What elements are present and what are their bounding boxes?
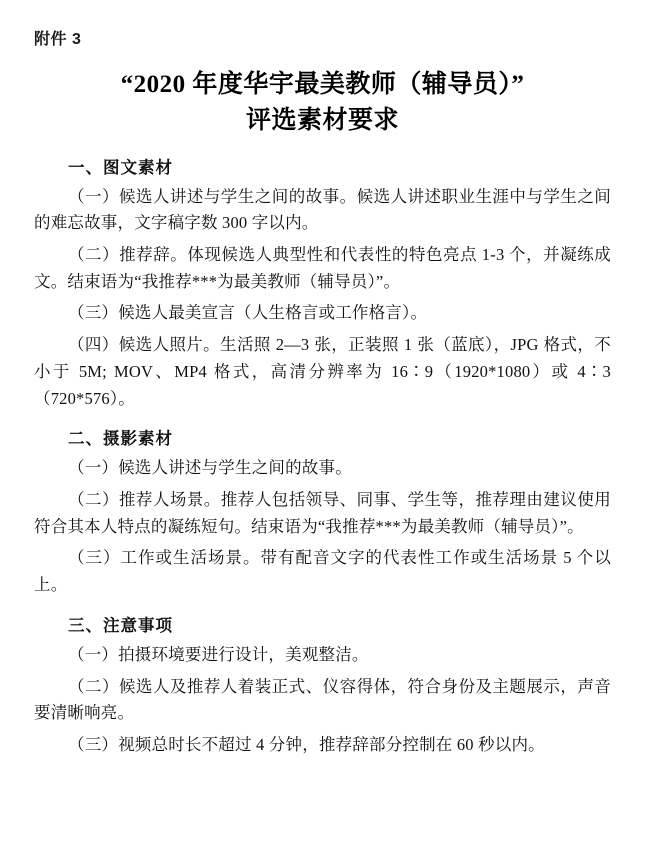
page-title — [44, 67, 601, 140]
page-title-line-1: “2020 年度华宇最美教师（辅导员）” — [120, 71, 525, 98]
paragraph: （一）拍摄环境要进行设计，美观整洁。 — [68, 644, 369, 664]
paragraph: （三）工作或生活场景。带有配音文字的代表性工作或生活场景 5 个以上。 — [34, 548, 611, 595]
paragraph: （一）候选人讲述与学生之间的故事。 — [68, 458, 352, 478]
paragraph: （三）候选人最美宣言（人生格言或工作格言）。 — [68, 303, 428, 323]
paragraph: （二）推荐辞。体现候选人典型性和代表性的特色亮点 1-3 个，并凝练成文。结束语为“我推荐***为最美教师（辅导员）”。 — [34, 244, 611, 291]
paragraph: （三）视频总时长不超过 4 分钟，推荐辞部分控制在 60 秒以内。 — [68, 735, 545, 754]
paragraph: （二）推荐人场景。推荐人包括领导、同事、学生等，推荐理由建议使用符合其本人特点的凝练短句。结束语为“我推荐***为最美教师（辅导员）”。 — [34, 489, 611, 536]
paragraph: （四）候选人照片。生活照 2—3 张，正装照 1 张（蓝底），JPG 格式，不小于 5M; MOV、MP4 格式，高清分辨率为 16∶9（1920*1080）或 4∶3（720*576）。 — [34, 335, 611, 408]
section-heading-1: 一、图文素材 — [68, 158, 173, 177]
section-heading-2: 二、摄影素材 — [68, 430, 173, 449]
paragraph: （二）候选人及推荐人着装正式、仪容得体，符合身份及主题展示，声音要清晰响亮。 — [34, 676, 611, 723]
paragraph: （一）候选人讲述与学生之间的故事。候选人讲述职业生涯中与学生之间的难忘故事，文字稿字数 300 字以内。 — [34, 186, 611, 233]
page-title-line-2: 评选素材要求 — [245, 107, 399, 135]
attachment-label: 附件 3 — [34, 31, 82, 48]
section-heading-3: 三、注意事项 — [68, 616, 173, 635]
